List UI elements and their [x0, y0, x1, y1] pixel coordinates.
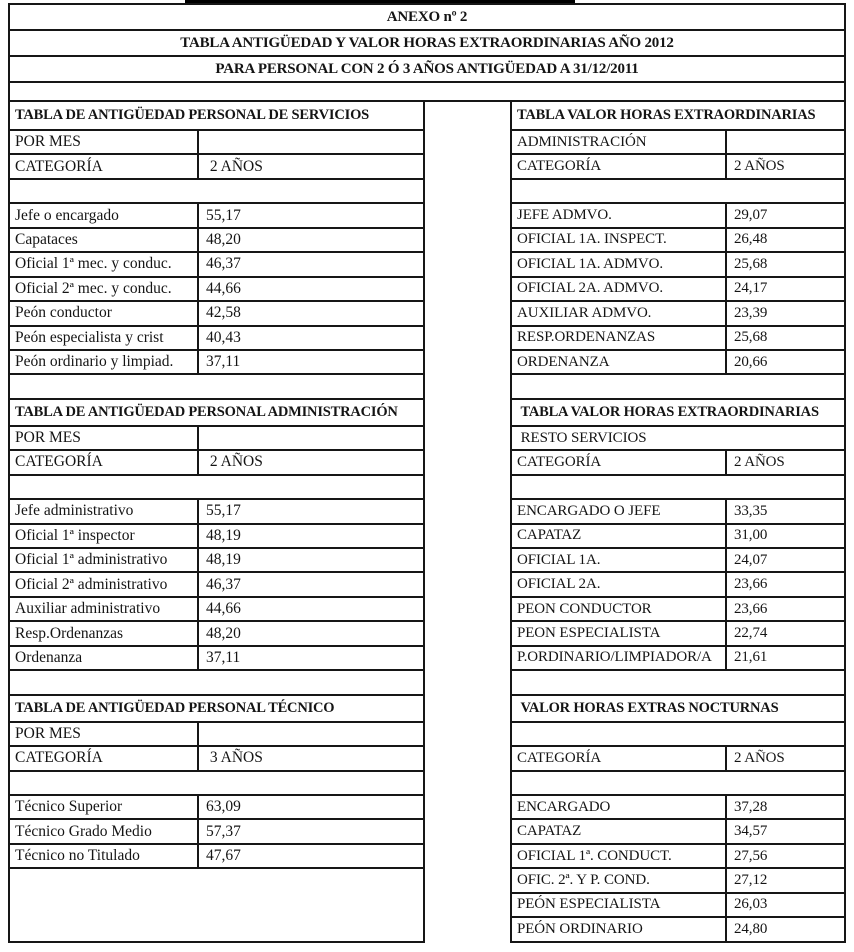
- row-value: 29,07: [734, 207, 768, 224]
- table-row: [512, 498, 844, 522]
- merged-cell: [10, 869, 423, 941]
- row-label: CATEGORÍA: [512, 155, 727, 177]
- row-label: Técnico Grado Medio: [10, 820, 199, 842]
- row-label: POR MES: [10, 427, 199, 449]
- row-label: CAPATAZ: [512, 525, 727, 547]
- row-value: 31,00: [734, 527, 768, 544]
- row-value: 2 AÑOS: [734, 453, 785, 470]
- title-subtitle: PARA PERSONAL CON 2 Ó 3 AÑOS ANTIGÜEDAD A 31/12/2011: [10, 55, 844, 81]
- section-title-row: [10, 102, 423, 129]
- row-value: 33,35: [734, 502, 768, 519]
- table-row: [10, 571, 423, 595]
- document-header-table: [8, 3, 846, 102]
- row-value: 20,66: [734, 353, 768, 370]
- row-value: 25,68: [734, 255, 768, 272]
- spacer-row: [10, 178, 423, 202]
- title-main: TABLA ANTIGÜEDAD Y VALOR HORAS EXTRAORDINARIAS AÑO 2012: [10, 29, 844, 55]
- row-value: 22,74: [734, 625, 768, 642]
- row-label: JEFE ADMVO.: [512, 204, 727, 226]
- row-value: 37,28: [734, 798, 768, 815]
- merged-cell: TABLA DE ANTIGÜEDAD PERSONAL TÉCNICO: [15, 699, 335, 716]
- row-label: PEON ESPECIALISTA: [512, 622, 727, 644]
- row-value: 24,07: [734, 551, 768, 568]
- subheader-row: [10, 721, 423, 745]
- section-spacer-row: [512, 373, 844, 397]
- row-value: 46,37: [206, 575, 241, 593]
- subheader-row: [512, 721, 844, 745]
- table-row: [10, 276, 423, 300]
- merged-cell: [512, 772, 844, 794]
- table-row: [512, 892, 844, 916]
- row-label: OFICIAL 1ª. CONDUCT.: [512, 845, 727, 867]
- spacer-row: [10, 474, 423, 498]
- row-label: CAPATAZ: [512, 820, 727, 842]
- row-label: Auxiliar administrativo: [10, 598, 199, 620]
- row-label: POR MES: [10, 723, 199, 745]
- merged-cell: [10, 180, 423, 202]
- row-value: 46,37: [206, 255, 241, 273]
- row-value: [199, 723, 423, 745]
- row-label: OFICIAL 1A.: [512, 549, 727, 571]
- row-label: Oficial 1ª mec. y conduc.: [10, 253, 199, 275]
- merged-cell: TABLA DE ANTIGÜEDAD PERSONAL DE SERVICIOS: [15, 107, 370, 123]
- spacer-row: [512, 178, 844, 202]
- row-label: PEÓN ORDINARIO: [512, 918, 727, 940]
- table-row: [512, 276, 844, 300]
- table-row: [10, 251, 423, 275]
- table-row: [512, 251, 844, 275]
- table-row: [10, 227, 423, 251]
- section-title-row: [512, 398, 844, 425]
- row-label: ENCARGADO O JEFE: [512, 500, 727, 522]
- category-row: [512, 449, 844, 473]
- row-label: ENCARGADO: [512, 796, 727, 818]
- row-value: 37,11: [206, 353, 241, 371]
- header-spacer-row: [10, 81, 844, 100]
- row-value: 48,19: [206, 551, 241, 569]
- merged-cell: [10, 772, 423, 794]
- tables-area: [8, 100, 846, 943]
- category-row: [512, 745, 844, 769]
- merged-cell: TABLA VALOR HORAS EXTRAORDINARIAS: [517, 403, 819, 420]
- table-row: [10, 794, 423, 818]
- row-label: Jefe o encargado: [10, 204, 199, 226]
- row-value: [727, 131, 844, 153]
- row-value: 37,11: [206, 648, 241, 666]
- table-row: [512, 818, 844, 842]
- table-row: [512, 227, 844, 251]
- table-row: [10, 523, 423, 547]
- section-spacer-row: [10, 373, 423, 397]
- section-spacer-row: [10, 669, 423, 693]
- category-row: [10, 745, 423, 769]
- row-label: Técnico no Titulado: [10, 845, 199, 867]
- table-row: [512, 571, 844, 595]
- row-value: [199, 131, 423, 153]
- subheader-row: [10, 425, 423, 449]
- merged-cell: [512, 723, 844, 745]
- row-value: 48,19: [206, 526, 241, 544]
- table-row: [10, 202, 423, 226]
- table-row: [512, 916, 844, 940]
- row-label: OFIC. 2ª. Y P. COND.: [512, 869, 727, 891]
- row-label: P.ORDINARIO/LIMPIADOR/A: [512, 647, 727, 669]
- row-label: PEÓN ESPECIALISTA: [512, 894, 727, 916]
- row-label: ADMINISTRACIÓN: [512, 131, 727, 153]
- row-label: CATEGORÍA: [512, 451, 727, 473]
- merged-cell: RESTO SERVICIOS: [517, 429, 647, 446]
- row-label: PEON CONDUCTOR: [512, 598, 727, 620]
- row-label: OFICIAL 2A.: [512, 573, 727, 595]
- row-value: [199, 427, 423, 449]
- column-gap: [425, 100, 510, 943]
- section-title-row: [10, 694, 423, 721]
- table-row: [512, 620, 844, 644]
- row-value: 40,43: [206, 328, 241, 346]
- row-value: 57,37: [206, 822, 241, 840]
- row-value: 2 AÑOS: [734, 749, 785, 766]
- subheader-row: [512, 425, 844, 449]
- row-label: OFICIAL 1A. ADMVO.: [512, 253, 727, 275]
- row-label: ORDENANZA: [512, 351, 727, 373]
- row-value: 24,80: [734, 920, 768, 937]
- row-label: Jefe administrativo: [10, 500, 199, 522]
- table-row: [512, 547, 844, 571]
- table-row: [10, 349, 423, 373]
- merged-cell: VALOR HORAS EXTRAS NOCTURNAS: [517, 699, 779, 716]
- table-row: [10, 620, 423, 644]
- row-value: 23,66: [734, 576, 768, 593]
- row-value: 23,39: [734, 304, 768, 321]
- table-row: [512, 596, 844, 620]
- row-value: 44,66: [206, 279, 241, 297]
- row-label: Ordenanza: [10, 647, 199, 669]
- title-anexo: ANEXO nº 2: [386, 8, 468, 25]
- row-value: 24,17: [734, 280, 768, 297]
- spacer-row: [512, 770, 844, 794]
- table-row: [10, 300, 423, 324]
- scan-artifact-bar: [185, 0, 575, 3]
- spacer-row: [512, 474, 844, 498]
- row-value: 63,09: [206, 798, 241, 816]
- table-row: [512, 349, 844, 373]
- row-value: 2 AÑOS: [734, 158, 785, 175]
- section-title-row: [512, 102, 844, 129]
- table-row: [10, 596, 423, 620]
- category-row: [10, 449, 423, 473]
- row-value: 23,66: [734, 600, 768, 617]
- spacer-row: [10, 770, 423, 794]
- row-label: POR MES: [10, 131, 199, 153]
- merged-cell: [512, 671, 844, 693]
- row-label: CATEGORÍA: [512, 747, 727, 769]
- row-label: Oficial 2ª mec. y conduc.: [10, 278, 199, 300]
- table-row: [512, 645, 844, 669]
- row-value: 25,68: [734, 329, 768, 346]
- table-row: [512, 843, 844, 867]
- merged-cell: TABLA VALOR HORAS EXTRAORDINARIAS: [517, 107, 816, 123]
- antiguedad-tables-column: [8, 100, 425, 943]
- row-value: 26,48: [734, 231, 768, 248]
- merged-cell: [10, 671, 423, 693]
- row-label: CATEGORÍA: [10, 155, 199, 177]
- row-label: OFICIAL 2A. ADMVO.: [512, 278, 727, 300]
- row-label: AUXILIAR ADMVO.: [512, 302, 727, 324]
- row-value: 27,12: [734, 871, 768, 888]
- row-value: 47,67: [206, 847, 241, 865]
- table-row: [512, 867, 844, 891]
- row-label: Resp.Ordenanzas: [10, 622, 199, 644]
- merged-cell: [10, 476, 423, 498]
- category-row: [512, 153, 844, 177]
- row-label: Capataces: [10, 229, 199, 251]
- category-row: [10, 153, 423, 177]
- bottom-filler-row: [10, 867, 423, 941]
- row-label: Peón ordinario y limpiad.: [10, 351, 199, 373]
- row-value: 34,57: [734, 823, 768, 840]
- row-label: Oficial 1ª inspector: [10, 525, 199, 547]
- merged-cell: [512, 476, 844, 498]
- row-label: Peón conductor: [10, 302, 199, 324]
- merged-cell: [10, 375, 423, 397]
- row-label: CATEGORÍA: [10, 451, 199, 473]
- row-label: RESP.ORDENANZAS: [512, 327, 727, 349]
- row-label: Oficial 2ª administrativo: [10, 573, 199, 595]
- table-row: [10, 498, 423, 522]
- merged-cell: [512, 375, 844, 397]
- row-label: OFICIAL 1A. INSPECT.: [512, 229, 727, 251]
- row-value: 21,61: [734, 649, 768, 666]
- row-value: 48,20: [206, 230, 241, 248]
- table-row: [10, 547, 423, 571]
- row-label: Peón especialista y crist: [10, 327, 199, 349]
- row-value: 55,17: [206, 206, 241, 224]
- horas-extra-tables-column: [510, 100, 846, 943]
- section-title-row: [10, 398, 423, 425]
- table-row: [512, 325, 844, 349]
- subheader-row: [512, 129, 844, 153]
- row-value: 2 AÑOS: [206, 157, 263, 175]
- table-row: [512, 523, 844, 547]
- table-row: [512, 300, 844, 324]
- row-value: 27,56: [734, 847, 768, 864]
- row-value: 26,03: [734, 896, 768, 913]
- row-value: 55,17: [206, 502, 241, 520]
- row-value: 48,20: [206, 624, 241, 642]
- row-label: Técnico Superior: [10, 796, 199, 818]
- subheader-row: [10, 129, 423, 153]
- merged-cell: TABLA DE ANTIGÜEDAD PERSONAL ADMINISTRACIÓN: [15, 403, 398, 420]
- merged-cell: [512, 180, 844, 202]
- table-row: [10, 645, 423, 669]
- section-spacer-row: [512, 669, 844, 693]
- table-row: [10, 325, 423, 349]
- row-value: 44,66: [206, 600, 241, 618]
- section-title-row: [512, 694, 844, 721]
- table-row: [512, 202, 844, 226]
- row-label: Oficial 1ª administrativo: [10, 549, 199, 571]
- row-value: 42,58: [206, 304, 241, 322]
- table-row: [10, 843, 423, 867]
- row-value: 2 AÑOS: [206, 453, 263, 471]
- table-row: [10, 818, 423, 842]
- row-label: CATEGORÍA: [10, 747, 199, 769]
- row-value: 3 AÑOS: [206, 749, 263, 767]
- table-row: [512, 794, 844, 818]
